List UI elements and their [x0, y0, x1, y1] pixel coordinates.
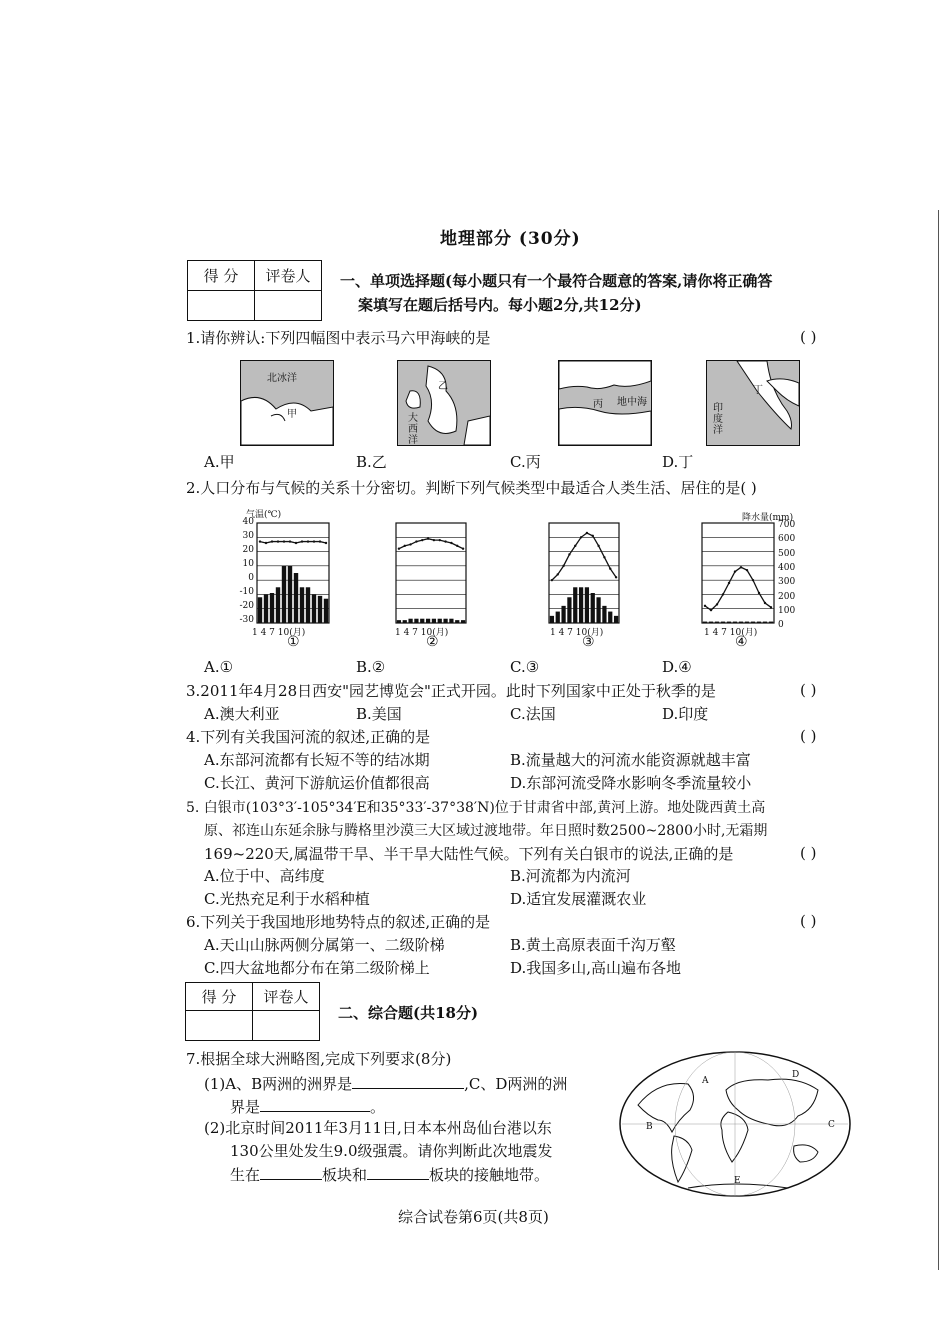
map-letter-b: B — [646, 1122, 653, 1132]
temperature-point — [456, 545, 458, 547]
temperature-point — [770, 606, 772, 608]
temp-tick-label: 0 — [248, 573, 254, 583]
map-letter-d: D — [792, 1070, 800, 1080]
q7-p1-end: 。 — [370, 1098, 386, 1116]
temperature-point — [439, 539, 441, 541]
temperature-point — [415, 540, 417, 542]
precip-bar — [608, 612, 612, 623]
temperature-point — [734, 570, 736, 572]
temperature-point — [740, 566, 742, 568]
q7-part2-line1: (2)北京时间2011年3月11日,日本本州岛仙台港以东 — [204, 1119, 552, 1137]
grader-label-2: 评卷人 — [253, 983, 320, 1011]
temperature-point — [704, 605, 706, 607]
precip-bar — [300, 587, 304, 623]
section-title: 地理部分 (30分) — [440, 229, 581, 249]
q2-option-c[interactable]: C.③ — [510, 658, 540, 676]
temperature-point — [603, 556, 605, 558]
temperature-point — [615, 576, 617, 578]
q6-option-b[interactable]: B.黄土高原表面千沟万壑 — [510, 936, 676, 954]
score-label-2: 得 分 — [186, 983, 253, 1011]
precip-bar — [715, 622, 719, 623]
temperature-point — [764, 602, 766, 604]
temperature-point — [597, 545, 599, 547]
q6-answer-paren[interactable]: ( ) — [800, 912, 817, 930]
temperature-point — [427, 538, 429, 540]
q3-stem: 3.2011年4月28日西安"园艺博览会"正式开园。此时下列国家中正处于秋季的是 — [186, 682, 716, 700]
precip-tick-label: 200 — [778, 591, 796, 602]
temp-axis-label: 气温(℃) — [246, 510, 282, 520]
temperature-point — [289, 540, 291, 542]
map3-mark: 丙 — [593, 399, 603, 410]
score-cell-2[interactable] — [186, 1011, 253, 1041]
temperature-point — [710, 609, 712, 611]
precip-bar — [733, 622, 737, 623]
part1-heading-line1: 一、单项选择题(每小题只有一个最符合题意的答案,请你将正确答 — [340, 272, 773, 290]
temperature-point — [574, 545, 576, 547]
q4-option-b[interactable]: B.流量越大的河流水能资源就越丰富 — [510, 751, 751, 769]
precip-bar — [567, 597, 571, 623]
precip-bar — [312, 594, 316, 623]
q5-answer-paren[interactable]: ( ) — [800, 844, 817, 862]
grader-cell-2[interactable] — [253, 1011, 320, 1041]
temperature-point — [758, 592, 760, 594]
precip-bar — [550, 616, 554, 623]
map1-ocean-label: 北冰洋 — [267, 373, 297, 384]
map4-ocean-label: 印度洋 — [713, 403, 723, 436]
precip-bar — [561, 606, 565, 623]
q3-option-a[interactable]: A.澳大利亚 — [204, 705, 280, 723]
q2-option-b[interactable]: B.② — [356, 658, 386, 676]
chart-id-4: ④ — [735, 634, 748, 650]
temperature-point — [462, 548, 464, 550]
temperature-point — [722, 593, 724, 595]
temperature-point — [444, 540, 446, 542]
precip-bar — [264, 594, 268, 623]
precip-bar — [408, 619, 412, 623]
precip-bar — [739, 622, 743, 623]
precip-bar — [397, 620, 401, 623]
q7-part2-line2: 130公里处发生9.0级强震。请你判断此次地震发 — [230, 1142, 553, 1160]
precip-tick-label: 100 — [778, 605, 796, 616]
temperature-point — [271, 540, 273, 542]
q5-line3: 169~220天,属温带干旱、半干旱大陆性气候。下列有关白银市的说法,正确的是 — [204, 845, 734, 863]
month-ticks-1: 1 4 7 10(月) — [252, 628, 306, 638]
temperature-point — [313, 540, 315, 542]
precip-bar — [585, 587, 589, 623]
precip-bar — [288, 566, 292, 623]
temperature-point — [592, 535, 594, 537]
temperature-point — [557, 573, 559, 575]
precip-tick-label: 400 — [778, 562, 796, 573]
precip-axis-label: 降水量(mm) — [742, 513, 794, 523]
temp-tick-label: -30 — [239, 615, 254, 625]
q2-stem: 2.人口分布与气候的关系十分密切。判断下列气候类型中最适合人类生活、居住的是( ) — [186, 479, 757, 497]
precip-bar — [727, 622, 731, 623]
precip-tick-label: 300 — [778, 577, 796, 588]
temperature-point — [319, 540, 321, 542]
temperature-point — [609, 568, 611, 570]
precip-bar — [769, 622, 773, 623]
precip-bar — [745, 622, 749, 623]
precip-bar — [449, 619, 453, 623]
precip-bar — [306, 587, 310, 623]
precip-bar — [614, 616, 618, 623]
q7-part1-line1 — [204, 1072, 567, 1095]
temperature-point — [295, 542, 297, 544]
temp-tick-label: 10 — [242, 559, 254, 569]
temperature-point — [450, 542, 452, 544]
precip-bar — [461, 620, 465, 623]
temp-tick-label: -20 — [239, 601, 254, 611]
temperature-point — [433, 539, 435, 541]
map-letter-a: A — [702, 1076, 709, 1086]
q7-stem: 7.根据全球大洲略图,完成下列要求(8分) — [186, 1050, 452, 1068]
map4-mark: 丁 — [753, 385, 763, 396]
precip-bar — [443, 619, 447, 623]
precip-bar — [751, 622, 755, 623]
precip-bar — [270, 593, 274, 623]
map1-mark: 甲 — [287, 409, 297, 420]
map3-sea-label: 地中海 — [617, 397, 647, 408]
map2-mark: 乙 — [438, 381, 448, 392]
q1-option-c[interactable]: C.丙 — [510, 453, 541, 471]
precip-tick-label: 500 — [778, 548, 796, 559]
precip-bar — [591, 593, 595, 623]
q1-option-a[interactable]: A.甲 — [204, 453, 235, 471]
temperature-point — [265, 542, 267, 544]
q4-option-a[interactable]: A.东部河流都有长短不等的结冰期 — [204, 751, 430, 769]
q4-option-d[interactable]: D.东部河流受降水影响冬季流量较小 — [510, 774, 752, 792]
temperature-point — [551, 579, 553, 581]
temperature-point — [307, 540, 309, 542]
temperature-point — [421, 539, 423, 541]
precip-bar — [438, 619, 442, 623]
temperature-point — [283, 540, 285, 542]
q7-blank-plate-2[interactable] — [367, 1163, 429, 1180]
temperature-point — [409, 543, 411, 545]
q4-option-c[interactable]: C.长江、黄河下游航运价值都很高 — [204, 774, 430, 792]
precip-bar — [282, 566, 286, 623]
map2-ocean-label: 大西洋 — [408, 413, 418, 446]
q6-option-d[interactable]: D.我国多山,高山遍布各地 — [510, 959, 682, 977]
q4-stem: 4.下列有关我国河流的叙述,正确的是 — [186, 728, 431, 746]
precip-bar — [455, 620, 459, 623]
q4-answer-paren[interactable]: ( ) — [800, 727, 817, 745]
temperature-point — [301, 540, 303, 542]
precip-bar — [318, 596, 322, 623]
q7-p2-text-b: 板块和 — [322, 1166, 368, 1184]
q7-p2-text-a: 生在 — [230, 1166, 261, 1184]
q7-blank-cd-boundary[interactable] — [260, 1095, 370, 1112]
precip-bar — [709, 622, 713, 623]
temperature-point — [277, 540, 279, 542]
grader-label: 评卷人 — [255, 261, 322, 291]
temp-tick-label: 30 — [242, 531, 254, 541]
month-ticks-3: 1 4 7 10(月) — [550, 628, 604, 638]
q7-blank-plate-1[interactable] — [260, 1163, 322, 1180]
temperature-point — [586, 532, 588, 534]
temperature-point — [259, 540, 261, 542]
q7-p2-text-c: 板块的接触地带。 — [429, 1166, 550, 1184]
temperature-point — [746, 569, 748, 571]
precip-bar — [432, 619, 436, 623]
q7-p1-text-a: (1)A、B两洲的洲界是 — [204, 1075, 353, 1093]
temp-tick-label: -10 — [239, 587, 254, 597]
q5-option-c[interactable]: C.光热充足利于水稻种植 — [204, 890, 370, 908]
precip-bar — [294, 573, 298, 623]
precip-bar — [579, 587, 583, 623]
q7-part2-line3 — [230, 1163, 549, 1186]
q2-option-a[interactable]: A.① — [204, 658, 234, 676]
precip-bar — [403, 620, 407, 623]
q5-option-a[interactable]: A.位于中、高纬度 — [204, 867, 325, 885]
precip-bar — [721, 622, 725, 623]
q7-p1-text-c: 界是 — [230, 1098, 261, 1116]
precip-bar — [258, 597, 262, 623]
month-ticks-2: 1 4 7 10(月) — [395, 628, 449, 638]
precip-bar — [324, 599, 328, 623]
q3-option-c[interactable]: C.法国 — [510, 705, 556, 723]
chart-id-2: ② — [426, 634, 439, 650]
q3-option-b[interactable]: B.美国 — [356, 705, 402, 723]
precip-bar — [573, 587, 577, 623]
q7-blank-ab-boundary[interactable] — [352, 1072, 464, 1089]
precip-tick-label: 0 — [778, 620, 784, 631]
temperature-point — [568, 553, 570, 555]
temperature-point — [325, 542, 327, 544]
precip-bar — [420, 619, 424, 623]
temperature-point — [752, 579, 754, 581]
precip-bar — [596, 597, 600, 623]
q6-option-a[interactable]: A.天山山脉两侧分属第一、二级阶梯 — [204, 936, 445, 954]
precip-bar — [703, 622, 707, 623]
part1-heading-line2: 案填写在题后括号内。每小题2分,共12分) — [358, 296, 642, 314]
q7-part1-line2 — [230, 1095, 385, 1118]
precip-bar — [556, 612, 560, 623]
map-letter-e: E — [734, 1176, 741, 1186]
precip-bar — [426, 619, 430, 623]
q6-option-c[interactable]: C.四大盆地都分布在第二级阶梯上 — [204, 959, 430, 977]
q5-option-d[interactable]: D.适宜发展灌溉农业 — [510, 890, 647, 908]
temperature-point — [716, 603, 718, 605]
q1-answer-paren[interactable]: ( ) — [800, 328, 817, 346]
temperature-point — [580, 536, 582, 538]
q5-line1: 5. 白银市(103°3′-105°34′E和35°33′-37°38′N)位于甘肃省中部,黄河上游。地处陇西黄土高 — [186, 800, 766, 816]
q1-option-b[interactable]: B.乙 — [356, 453, 387, 471]
precip-bar — [763, 622, 767, 623]
temperature-point — [728, 582, 730, 584]
temperature-point — [562, 565, 564, 567]
precip-tick-label: 600 — [778, 534, 796, 545]
q5-line2: 原、祁连山东延余脉与腾格里沙漠三大区域过渡地带。年日照时数2500~2800小时,无霜期 — [204, 823, 768, 839]
score-box-2 — [185, 982, 320, 1041]
q3-answer-paren[interactable]: ( ) — [800, 681, 817, 699]
precip-bar — [276, 587, 280, 623]
q2-option-d[interactable]: D.④ — [662, 658, 692, 676]
q3-option-d[interactable]: D.印度 — [662, 705, 709, 723]
temp-tick-label: 40 — [242, 517, 254, 527]
q7-p1-text-b: ,C、D两洲的洲 — [464, 1075, 568, 1093]
precip-tick-label: 700 — [778, 520, 796, 530]
chart-id-1: ① — [287, 634, 300, 650]
precip-bar — [602, 606, 606, 623]
precip-bar — [757, 622, 761, 623]
chart-id-3: ③ — [582, 634, 595, 650]
page-footer: 综合试卷第6页(共8页) — [398, 1208, 549, 1226]
temp-tick-label: 20 — [242, 545, 254, 555]
temperature-point — [404, 545, 406, 547]
map-letter-c: C — [828, 1120, 835, 1130]
score-label: 得 分 — [188, 261, 255, 291]
q1-option-d[interactable]: D.丁 — [662, 453, 694, 471]
chart-frame — [396, 523, 466, 623]
temperature-point — [398, 548, 400, 550]
q6-stem: 6.下列关于我国地形地势特点的叙述,正确的是 — [186, 913, 491, 931]
q1-stem: 1.请你辨认:下列四幅图中表示马六甲海峡的是 — [186, 329, 491, 347]
part2-heading: 二、综合题(共18分) — [338, 1004, 479, 1022]
world-continents-map — [618, 1050, 852, 1198]
q5-option-b[interactable]: B.河流都为内流河 — [510, 867, 631, 885]
month-ticks-4: 1 4 7 10(月) — [704, 628, 758, 638]
precip-bar — [414, 619, 418, 623]
